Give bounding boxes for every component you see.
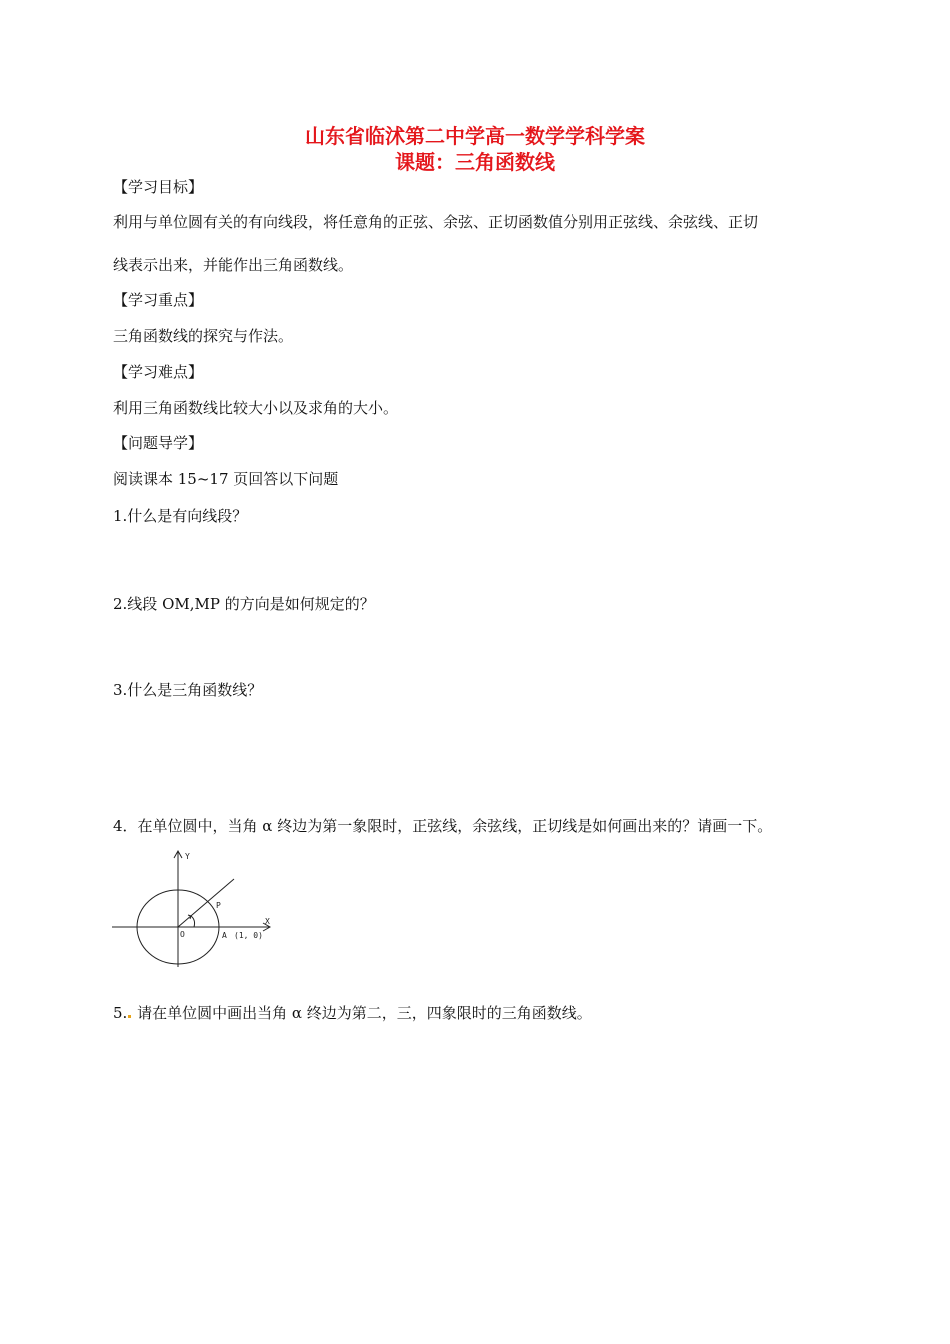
angle-arc [191,916,195,927]
page-title: 山东省临沭第二中学高一数学学科学案 [305,124,645,148]
question-1: 1.什么是有向线段？ [113,507,248,525]
question-2: 2.线段 OM,MP 的方向是如何规定的？ [113,595,375,613]
lesson-title: 课题：三角函数线 [395,150,555,174]
difficulty-text: 利用三角函数线比较大小以及求角的大小。 [113,399,399,417]
label-o: O [180,930,185,939]
guide-intro: 阅读课本 15~17 页回答以下问题 [113,470,339,488]
goal-line-2: 线表示出来，并能作出三角函数线。 [113,256,354,274]
question-5-number: 5. [113,1004,128,1022]
key-text: 三角函数线的探究与作法。 [113,327,294,345]
label-p: P [216,901,221,910]
unit-circle-figure [110,845,280,970]
guide-heading: 【问题导学】 [113,434,204,452]
key-heading: 【学习重点】 [113,291,204,309]
label-y: Y [185,852,190,861]
question-5 [113,1003,592,1023]
question-3: 3.什么是三角函数线？ [113,681,263,699]
label-x: X [265,917,270,926]
difficulty-heading: 【学习难点】 [113,363,204,381]
goal-heading: 【学习目标】 [113,178,204,196]
label-a: A [222,931,227,940]
question-5-text: 请在单位圆中画出当角 α 终边为第二，三，四象限时的三角函数线。 [132,1004,592,1022]
terminal-side [178,879,234,927]
label-a-coordinates: (1, 0) [234,931,263,940]
question-4: 4．在单位圆中，当角 α 终边为第一象限时，正弦线，余弦线，正切线是如何画出来的？请画一下。 [113,817,773,835]
edit-mark [128,1015,131,1018]
goal-line-1: 利用与单位圆有关的有向线段，将任意角的正弦、余弦、正切函数值分别用正弦线、余弦线、正切 [113,213,759,231]
